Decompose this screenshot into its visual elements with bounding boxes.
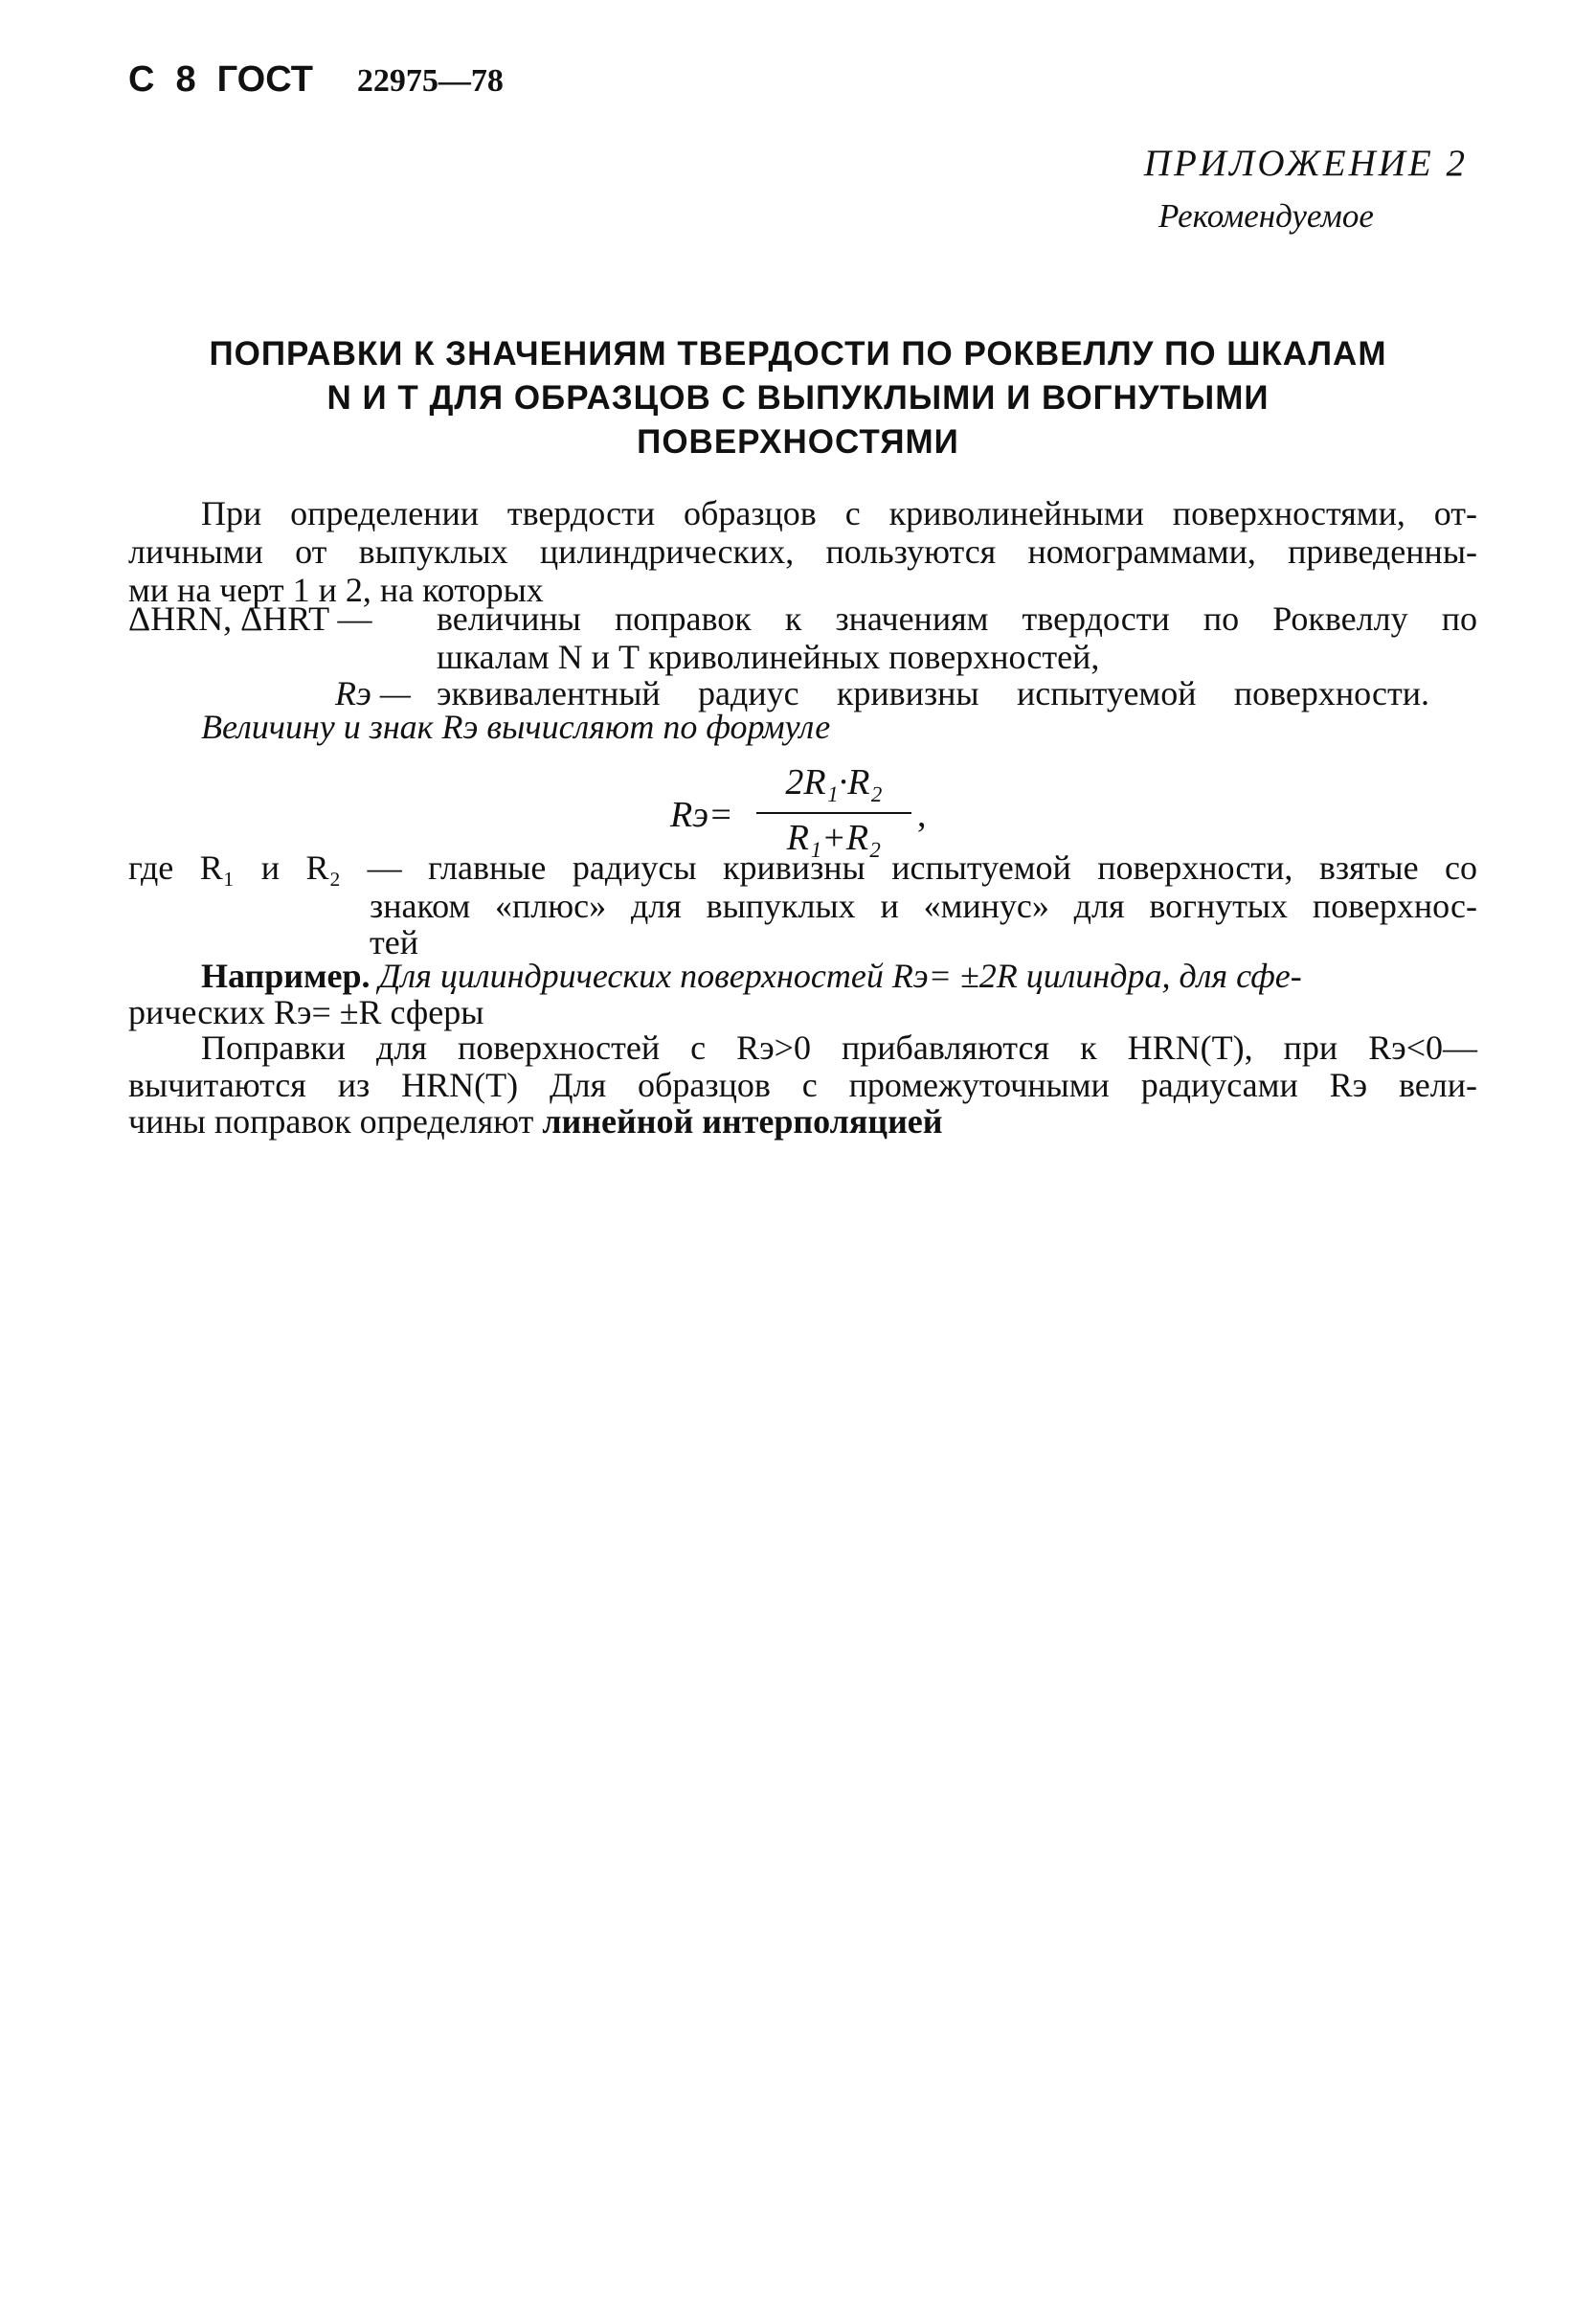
corrections-emphasis: линейной интерполяцией bbox=[542, 1102, 943, 1141]
definition-1-term: ΔHRN, ΔHRT — bbox=[128, 599, 372, 638]
corrections-line-1: Поправки для поверхностей с Rэ>0 прибавляются к HRN(T), при Rэ<0— bbox=[201, 1028, 1477, 1067]
example-line-2: рических Rэ= ±R сферы bbox=[128, 993, 484, 1031]
corrections-line-3 bbox=[128, 1101, 943, 1141]
formula-numerator: 2R₁·R₂ bbox=[785, 762, 883, 802]
corrections-line-2: вычитаются из HRN(T) Для образцов с промежуточными радиусами Rэ вели- bbox=[128, 1066, 1477, 1104]
title-line-3: ПОВЕРХНОСТЯМИ bbox=[637, 423, 959, 461]
gost-label: ГОСТ bbox=[216, 59, 313, 100]
standard-number: 22975—78 bbox=[356, 63, 504, 99]
definition-1-line-1: величины поправок к значениям твердости по Роквеллу по bbox=[437, 599, 1477, 638]
formula-intro: Величину и знак Rэ вычисляют по формуле bbox=[201, 708, 831, 746]
page-number: 8 bbox=[175, 59, 196, 100]
fraction-bar bbox=[756, 812, 911, 814]
where-line-2: знаком «плюс» для выпуклых и «минус» для вогнутых поверхнос- bbox=[370, 887, 1477, 925]
example-text: Для цилиндрических поверхностей Rэ= ±2R цилиндра, для сфе- bbox=[370, 957, 1302, 995]
title-line-1: ПОПРАВКИ К ЗНАЧЕНИЯМ ТВЕРДОСТИ ПО РОКВЕЛЛУ ПО ШКАЛАМ bbox=[209, 335, 1387, 373]
paragraph-1-line-1: При определении твердости образцов с криволинейными поверхностями, от- bbox=[201, 494, 1477, 532]
corrections-text: чины поправок определяют bbox=[128, 1102, 543, 1141]
header-letter: С bbox=[128, 59, 155, 100]
example-label: Например. bbox=[201, 957, 371, 995]
where-line-3: тей bbox=[370, 923, 418, 961]
appendix-status: Рекомендуемое bbox=[1158, 197, 1374, 235]
definition-2-text: эквивалентный радиус кривизны испытуемой поверхности. bbox=[437, 674, 1429, 712]
paragraph-1-line-2: личными от выпуклых цилиндрических, пользуются номограммами, приведенны- bbox=[128, 532, 1477, 571]
formula-lhs: Rэ= bbox=[670, 795, 733, 835]
title-line-2: N И Т ДЛЯ ОБРАЗЦОВ С ВЫПУКЛЫМИ И ВОГНУТЫМИ bbox=[326, 379, 1270, 417]
page-header bbox=[128, 59, 504, 101]
definition-2-term: Rэ — bbox=[335, 674, 411, 712]
appendix-label: ПРИЛОЖЕНИЕ 2 bbox=[1143, 143, 1468, 184]
paragraph-1-line-3: ми на черт 1 и 2, на которых bbox=[128, 571, 544, 609]
example-line-1 bbox=[201, 956, 1302, 996]
formula-denominator: R₁+R₂ bbox=[786, 818, 882, 858]
definition-1-line-2: шкалам N и Т криволинейных поверхностей, bbox=[437, 638, 1100, 676]
where-line-1: где R₁ и R₂ — главные радиусы кривизны испытуемой поверхности, взятые со bbox=[128, 848, 1477, 887]
formula-comma: , bbox=[917, 795, 927, 835]
